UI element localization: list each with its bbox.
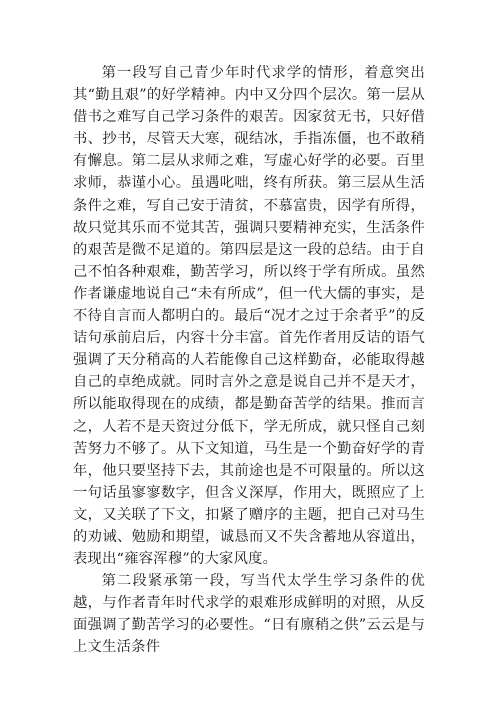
- paragraph-1: 第一段写自己青少年时代求学的情形，着意突出其“勤且艰”的好学精神。内中又分四个层次。第一层从借书之难写自己学习条件的艰苦。因家贫无书，只好借书、抄书，尽管天大寒，砚结冰，手指冻僵，也不敢稍有懈息。第二层从求师之难，写虚心好学的必要。百里求师，恭谨小心。虽遇叱咄，终有所获。第三层从生活条件之难，写自己安于清贫，不慕富贵，因学有所得，故只觉其乐而不觉其苦，强调只要精神充实，生活条件的艰苦是微不足道的。第四层是这一段的总结。由于自己不怕各种艰难，勤苦学习，所以终于学有所成。虽然作者谦虚地说自己“未有所成”，但一代大儒的事实，是不待自言而人都明白的。最后“况才之过于余者乎”的反诘句承前启后，内容十分丰富。首先作者用反诘的语气强调了天分稍高的人若能像自己这样勤奋，必能取得越自己的卓绝成就。同时言外之意是说自己并不是天才，所以能取得现在的成绩，都是勤奋苦学的结果。推而言之，人若不是天资过分低下，学无所成，就只怪自己刻苦努力不够了。从下文知道，马生是一个勤奋好学的青年，他只要坚持下去，其前途也是不可限量的。所以这一句话虽寥寥数字，但含义深厚，作用大，既照应了上文，又关联了下文，扣紧了赠序的主题，把自己对马生的劝诫、勉励和期望，诚恳而又不失含蓄地从容道出，表现出“雍容浑穆”的大家风度。: [73, 65, 425, 568]
- paragraph-2: 第二段紧承第一段，写当代太学生学习条件的优越，与作者青年时代求学的艰难形成鲜明的对照，从反面强调了勤苦学习的必要性。“日有廪稍之供”云云是与上文生活条件: [73, 573, 425, 656]
- document-body: [73, 62, 425, 659]
